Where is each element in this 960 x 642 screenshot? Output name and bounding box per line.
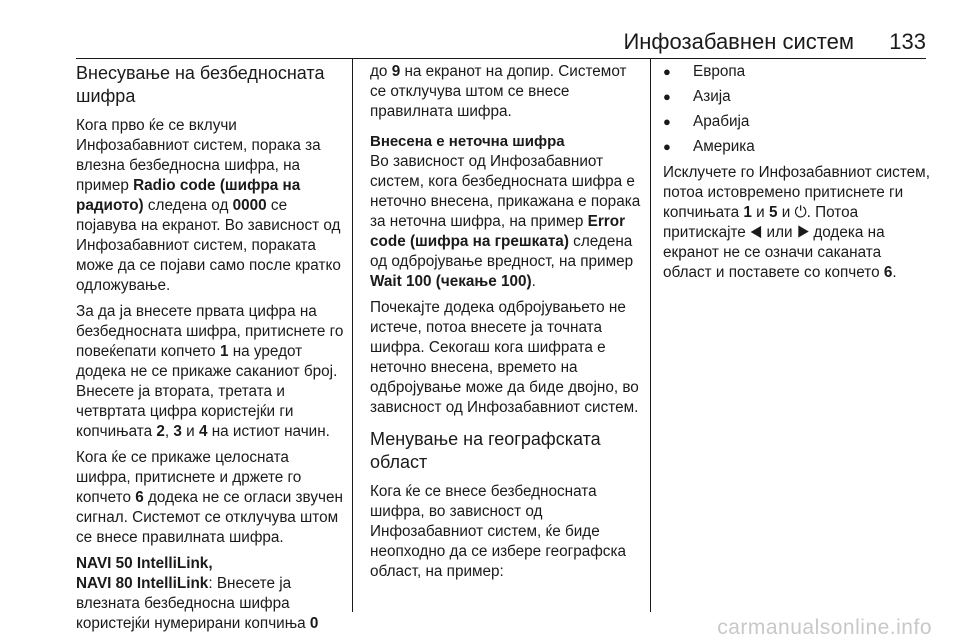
watermark: carmanualsonline.info [717,616,932,639]
paragraph-intro: Кога прво ќе се вклучи Инфозабавниот систем, порака за влезна безбедносна шифра, на пример Radio code (шифра на радиото) следена од 0000 се појавува на екранот. Во зависност од Инфозабавниот систем, пораката може да се појави само после кратко одложување. [76,117,341,294]
paragraph-wait: Почекајте додека одбројувањето не истече, потоа внесете ја точната шифра. Секогаш кога шифрата е неточно внесена, времето на одбројување може да биде двојно, во зависност од Инфозабавниот систем. [370,299,639,416]
paragraph-navi: NAVI 50 IntelliLink, NAVI 80 IntelliLink: Внесете ја влезната безбедносна шифра користејќи нумерирани копчиња 0 [76,555,319,632]
paragraph-region-intro: Кога ќе се внесе безбедносната шифра, во зависност од Инфозабавниот систем, ќе биде неопходно да се избере географска област, на пример: [370,483,626,580]
paragraph-region-select: Исклучете го Инфозабавниот систем, потоа истовремено притиснете ги копчињата 1 и 5 и ⏻. Потоа притискајте ◀ или ▶ додека на екранот не се означи саканата област и поставете со копчето 6. [663,164,930,281]
header-divider [76,58,926,59]
list-item-region: ● Америка [663,137,933,157]
list-item-region: ● Арабија [663,112,933,132]
column-1 [76,62,346,640]
list-item-region: ● Европа [663,62,933,82]
paragraph-enter-digits: За да ја внесете првата цифра на безбедносната шифра, притиснете го повеќепати копчето 1 на уредот додека не се прикаже саканиот број. Внесете ја втората, третата и четвртата цифра користејќи ги копчињата 2, 3 и 4 на истиот начин. [76,303,344,440]
list-item-region: ● Азија [663,87,933,107]
column-2 [370,62,644,588]
page-number: 133 [889,29,926,54]
column-divider-1 [352,59,353,612]
right-arrow-icon: ▶ [796,224,810,241]
paragraph-wrong-code: Во зависност од Инфозабавниот систем, кога безбедносната шифра е неточно внесена, прикажана е порака за неточна шифра, на пример Error code (шифра на грешката) следена од одбројување вредност, на пример Wait 100 (чекање 100). [370,153,641,290]
subheading-wrong-code: Внесена е неточна шифра [370,133,565,150]
page-header-title: Инфозабавнен систем [623,29,854,54]
left-arrow-icon: ◀ [750,224,763,241]
paragraph-confirm-code: Кога ќе се прикаже целосната шифра, притиснете и држете го копчето 6 додека не се огласи звучен сигнал. Системот се отклучува штом се внесе правилната шифра. [76,449,343,546]
section-heading-security-code: Внесување на безбедносната шифра [76,63,325,106]
power-icon: ⏻ [794,204,807,221]
section-heading-region: Менување на географската област [370,429,601,472]
region-list [663,62,933,157]
paragraph-continued: до 9 на екранот на допир. Системот се отклучува штом се внесе правилната шифра. [370,63,627,120]
column-divider-2 [650,59,651,612]
column-3 [663,62,933,289]
